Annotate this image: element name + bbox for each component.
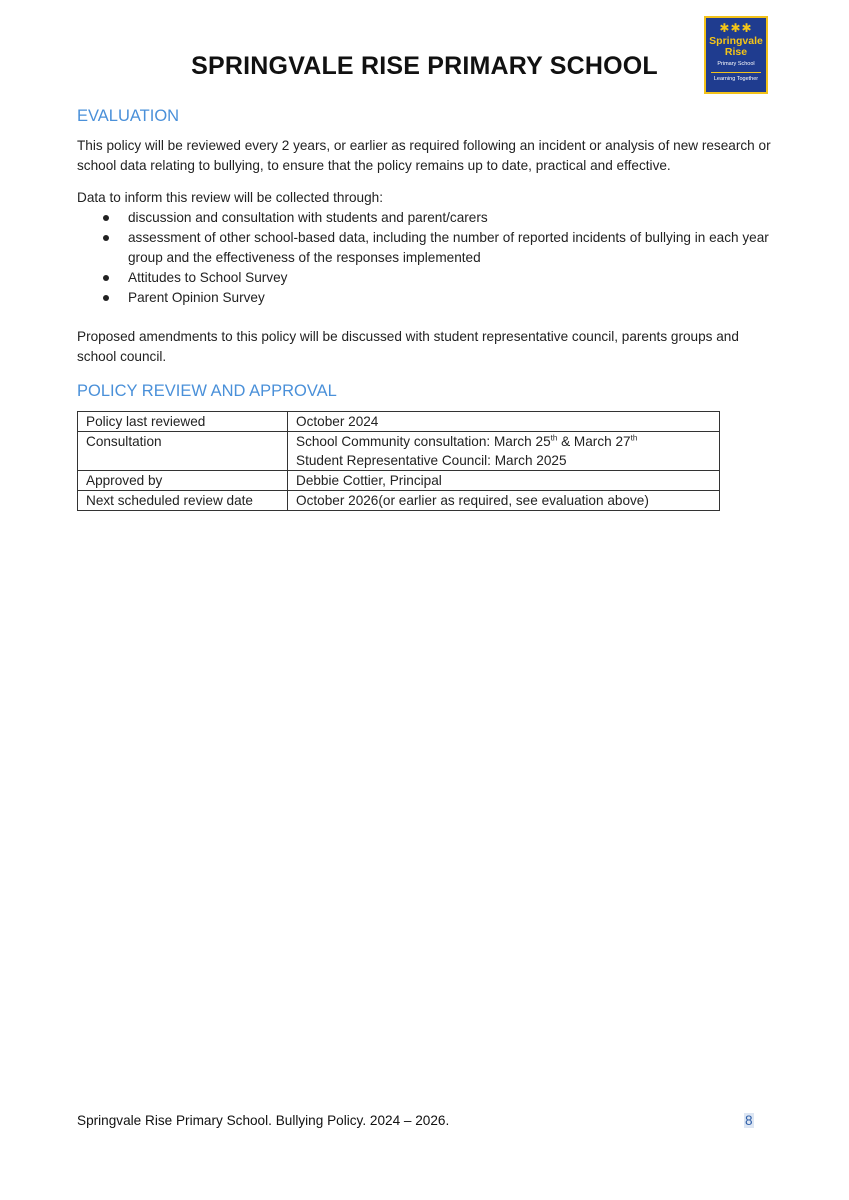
logo-line-1: Springvale [709,35,763,47]
list-item [77,228,777,268]
table-cell-label: Consultation [78,432,288,471]
ordinal-suffix: th [630,433,638,443]
table-cell-label: Next scheduled review date [78,491,288,511]
consultation-text-b: & March 27 [557,434,631,449]
evaluation-heading: EVALUATION [77,107,180,125]
logo-line-2: Rise [724,46,748,58]
logo-divider [711,72,761,73]
list-item-text: assessment of other school-based data, including the number of reported incidents of bullying in each year group and the effectiveness of the responses implemented [128,230,769,265]
ordinal-suffix: th [550,433,558,443]
school-logo [704,16,768,94]
logo-line-3: Primary School [717,61,755,67]
table-row [78,432,720,471]
table-cell-value: Debbie Cottier, Principal [288,471,720,491]
page-title: SPRINGVALE RISE PRIMARY SCHOOL [191,52,658,80]
table-row [78,491,720,511]
table-cell-label: Approved by [78,471,288,491]
consultation-line-2: Student Representative Council: March 2025 [296,453,567,468]
bullet-icon [103,235,109,241]
table-row [78,412,720,432]
list-item [77,288,777,308]
table-cell-value [288,432,720,471]
consultation-line-1 [296,432,711,451]
figures-icon: ✱✱✱ [719,21,753,35]
logo-tagline: Learning Together [713,76,759,82]
footer-text: Springvale Rise Primary School. Bullying Policy. 2024 – 2026. [77,1113,450,1128]
bullet-icon [103,275,109,281]
review-table [77,411,720,511]
evaluation-paragraph-1: This policy will be reviewed every 2 years, or earlier as required following an incident or analysis of new research or school data relating to bullying, to ensure that the policy remains up to date, practical and effective. [77,138,771,173]
list-item-text: discussion and consultation with students and parent/carers [128,210,488,225]
review-heading: POLICY REVIEW AND APPROVAL [77,382,337,400]
list-item [77,208,777,228]
evaluation-paragraph-3: Proposed amendments to this policy will be discussed with student representative council, parents groups and school council. [77,329,739,364]
table-cell-label: Policy last reviewed [78,412,288,432]
list-item [77,268,777,288]
bullet-icon [103,215,109,221]
table-cell-value: October 2026(or earlier as required, see evaluation above) [288,491,720,511]
bullet-icon [103,295,109,301]
list-item-text: Parent Opinion Survey [128,290,265,305]
list-item-text: Attitudes to School Survey [128,270,288,285]
page-number: 8 [745,1113,753,1128]
data-sources-list [77,208,777,308]
consultation-text-a: School Community consultation: March 25 [296,434,551,449]
evaluation-paragraph-2: Data to inform this review will be collected through: [77,190,383,205]
table-cell-value: October 2024 [288,412,720,432]
table-row [78,471,720,491]
